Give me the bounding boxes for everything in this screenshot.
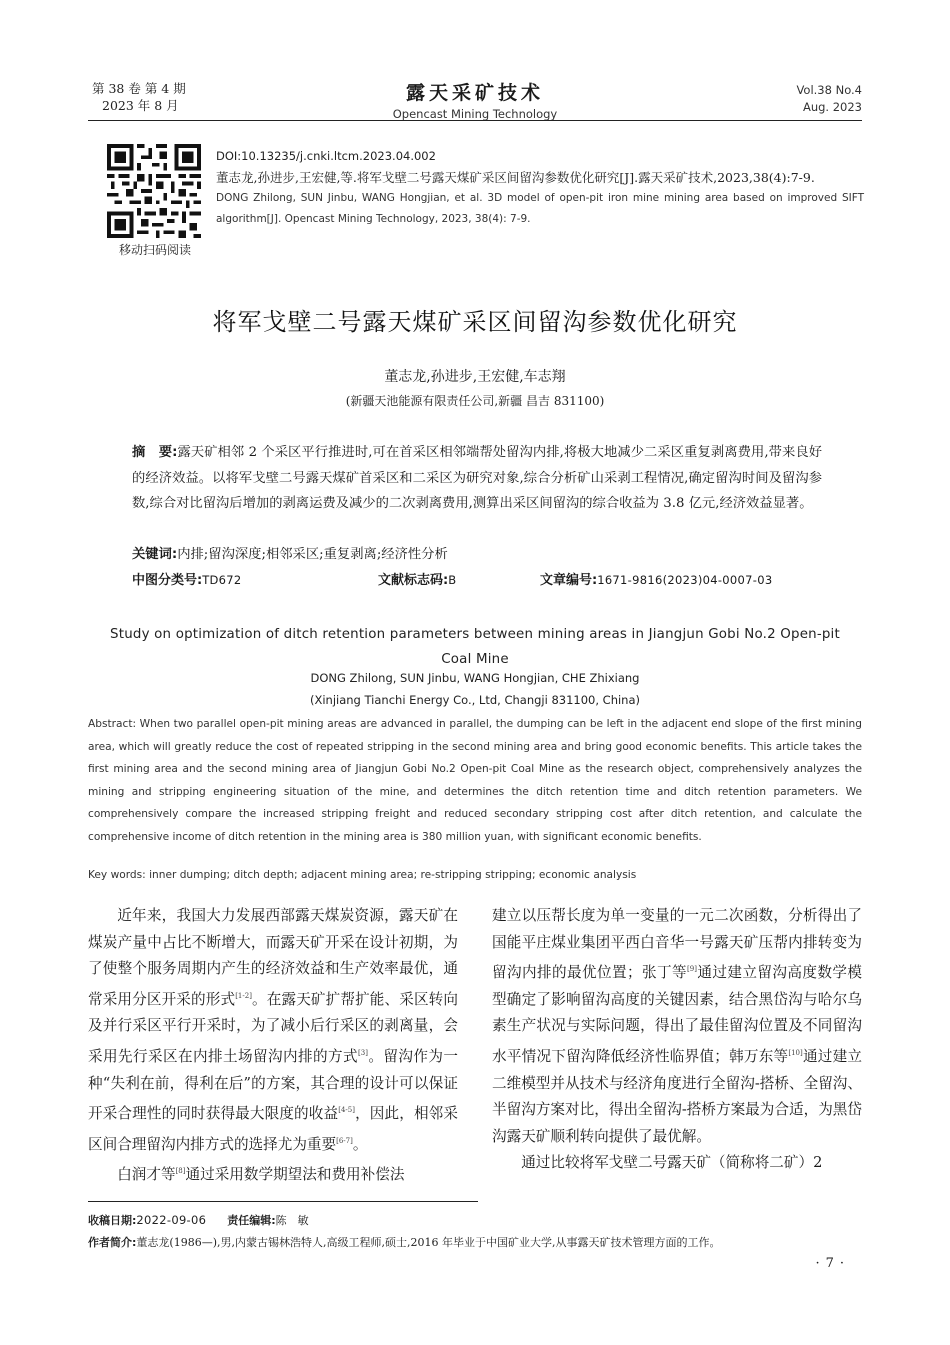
keywords-en	[88, 869, 862, 881]
classification-row	[132, 568, 822, 593]
article-authors: 董志龙,孙进步,王宏健,车志翔	[384, 369, 566, 385]
abstract-label-cn: 摘 要:	[132, 445, 178, 460]
received-label: 收稿日期:	[88, 1214, 137, 1227]
body-text: 建立以压帮长度为单一变量的一元二次函数，分析得出了国能平庄煤业集团平西白音华一号露天矿压帮内排转变为留沟内排的最优位置；张丁等	[492, 907, 862, 982]
clc-label: 中图分类号:	[132, 573, 203, 588]
citation-ref[interactable]: [3]	[358, 1048, 368, 1057]
volume-issue-cn: 第 38 卷 第 4 期	[92, 81, 186, 96]
affiliation-en: (Xinjiang Tianchi Energy Co., Ltd, Changji 831100, China)	[309, 693, 640, 707]
doc-code-label: 文献标志码:	[378, 573, 449, 588]
body-column-left	[88, 903, 458, 1189]
author-bio: 董志龙(1986—),男,内蒙古锡林浩特人,高级工程师,硕士,2016 年毕业于中国矿业大学,从事露天矿技术管理方面的工作。	[136, 1236, 721, 1249]
doi[interactable]: DOI:10.13235/j.cnki.ltcm.2023.04.002	[216, 149, 436, 163]
received-date: 2022-09-06	[136, 1213, 207, 1227]
journal-name-en: Opencast Mining Technology	[392, 107, 558, 121]
body-text: 通过采用数学期望法和费用补偿法	[185, 1166, 405, 1184]
article-id-value: 1671-9816(2023)04-0007-03	[597, 573, 773, 587]
date-cn: 2023 年 8 月	[102, 98, 179, 113]
body-paragraph: 通过比较将军戈壁二号露天矿（简称将二矿）2	[521, 1154, 823, 1172]
abstract-en	[88, 713, 862, 848]
citation-ref[interactable]: [8]	[175, 1167, 186, 1176]
citation-ref[interactable]: [4-5]	[338, 1106, 355, 1115]
body-paragraph	[88, 903, 458, 1158]
body-paragraph	[492, 903, 862, 1150]
citation-cn: 董志龙,孙进步,王宏健,等.将军戈壁二号露天煤矿采区间留沟参数优化研究[J].露天采矿技术,2023,38(4):7-9.	[216, 170, 815, 185]
article-affiliation: (新疆天池能源有限责任公司,新疆 昌吉 831100)	[345, 394, 605, 408]
issue-info-cn	[92, 80, 186, 114]
body-text: 白润才等	[117, 1166, 176, 1184]
clc-value: TD672	[202, 573, 242, 587]
citation-en: DONG Zhilong, SUN Jinbu, WANG Hongjian, et al. 3D model of open-pit iron mine mining area based on improved SIFT algorithm[J]. Opencast Mining Technology, 2023, 38(4): 7-9.	[216, 192, 864, 225]
body-text: 通过建立留沟高度数学模型确定了影响留沟高度的关键因素，结合黑岱沟与哈尔乌素生产状况与实际问题，得出了最佳留沟位置及不同留沟水平情况下留沟降低经济性临界值；韩万东等	[492, 964, 862, 1065]
header-rule	[88, 120, 862, 121]
body-paragraph	[88, 1158, 458, 1189]
title-en: Study on optimization of ditch retention parameters between mining areas in Jiangjun Gobi No.2 Open-pit Coal Mine	[110, 627, 840, 667]
abstract-cn	[132, 440, 822, 517]
abstract-label-en: Abstract:	[88, 718, 137, 730]
citation-ref[interactable]: [1-2]	[235, 991, 252, 1000]
page-number: ·7·	[815, 1256, 850, 1271]
footnote-rule	[88, 1201, 478, 1202]
volume-issue-en: Vol.38 No.4	[796, 83, 862, 97]
body-text: ，因此，相邻采区间合理留沟内排方式的选择尤为重要	[88, 1105, 458, 1153]
editor-label: 责任编辑:	[227, 1214, 276, 1227]
qr-code-icon[interactable]	[107, 144, 201, 238]
keywords-cn	[132, 542, 822, 567]
citation-ref[interactable]: [6-7]	[336, 1136, 353, 1145]
abstract-text-en: When two parallel open-pit mining areas are advanced in parallel, the dumping can be left in the adjacent end slope of the first mining area, which will greatly reduce the cost of repeated stripping in the second mining area and bring good economic benefits. This article takes the first mining area and the second mining area of Jiangjun Gobi No.2 Open-pit Coal Mine as the research object, comprehensively analyzes the mining and stripping engineering situation of the mine, and determines the ditch retention time and ditch retention parameters. We comprehensively compare the increased stripping freight and reduced secondary stripping cost after ditch retention, and calculate the comprehensive income of ditch retention in the mining area is 380 million yuan, with significant economic benefits.	[88, 718, 862, 843]
article-id-label: 文章编号:	[540, 573, 598, 588]
journal-masthead	[300, 78, 650, 121]
keywords-text-en: inner dumping; ditch depth; adjacent mining area; re-stripping stripping; economic analysis	[149, 869, 637, 881]
keywords-text-cn: 内排;留沟深度;相邻采区;重复剥离;经济性分析	[177, 547, 448, 562]
body-text: 。	[352, 1135, 368, 1153]
body-text: 。留沟作为一种“失利在前，得利在后”的方案，其合理的设计可以保证开采合理性的同时获得最大限度的收益	[88, 1047, 458, 1123]
body-text: 近年来，我国大力发展西部露天煤炭资源，露天矿在煤炭产量中占比不断增大，而露天矿开采在设计初期，为了使整个服务周期内产生的经济效益和生产效率最优，通常采用分区开采的形式	[88, 907, 458, 1008]
date-en: Aug. 2023	[802, 100, 862, 114]
editor-name: 陈 敏	[275, 1214, 309, 1227]
abstract-text-cn: 露天矿相邻 2 个采区平行推进时,可在首采区相邻端帮处留沟内排,将极大地减少二采区重复剥离费用,带来良好的经济效益。以将军戈壁二号露天煤矿首采区和二采区为研究对象,综合分析矿山采剥工程情况,确定留沟时间及留沟参数,综合对比留沟后增加的剥离运费及减少的二次剥离费用,测算出采区间留沟的综合收益为 3.8 亿元,经济效益显著。	[132, 445, 822, 511]
author-bio-label: 作者简介:	[88, 1236, 137, 1249]
citation-ref[interactable]: [9]	[687, 965, 697, 974]
authors-en: DONG Zhilong, SUN Jinbu, WANG Hongjian, CHE Zhixiang	[310, 671, 640, 685]
citation-block	[216, 146, 864, 230]
footnote	[88, 1209, 862, 1254]
doc-code-value: B	[448, 573, 457, 587]
article-title: 将军戈壁二号露天煤矿采区间留沟参数优化研究	[212, 308, 738, 336]
keywords-label-cn: 关键词:	[132, 547, 178, 562]
body-text: 通过建立二维模型并从技术与经济角度进行全留沟-搭桥、全留沟、半留沟方案对比，得出全留沟-搭桥方案最为合适，为黑岱沟露天矿顺利转向提供了最优解。	[492, 1047, 862, 1145]
body-text: 。在露天矿扩帮扩能、采区转向及并行采区平行开采时，为了减小后行采区的剥离量，会采用先行采区在内排土场留沟内排的方式	[88, 990, 458, 1065]
body-column-right	[492, 903, 862, 1177]
journal-name-cn: 露天采矿技术	[405, 82, 544, 104]
citation-ref[interactable]: [10]	[788, 1048, 803, 1057]
keywords-label-en: Key words:	[88, 869, 146, 881]
qr-caption: 移动扫码阅读	[118, 243, 191, 257]
issue-info-en	[796, 82, 862, 116]
